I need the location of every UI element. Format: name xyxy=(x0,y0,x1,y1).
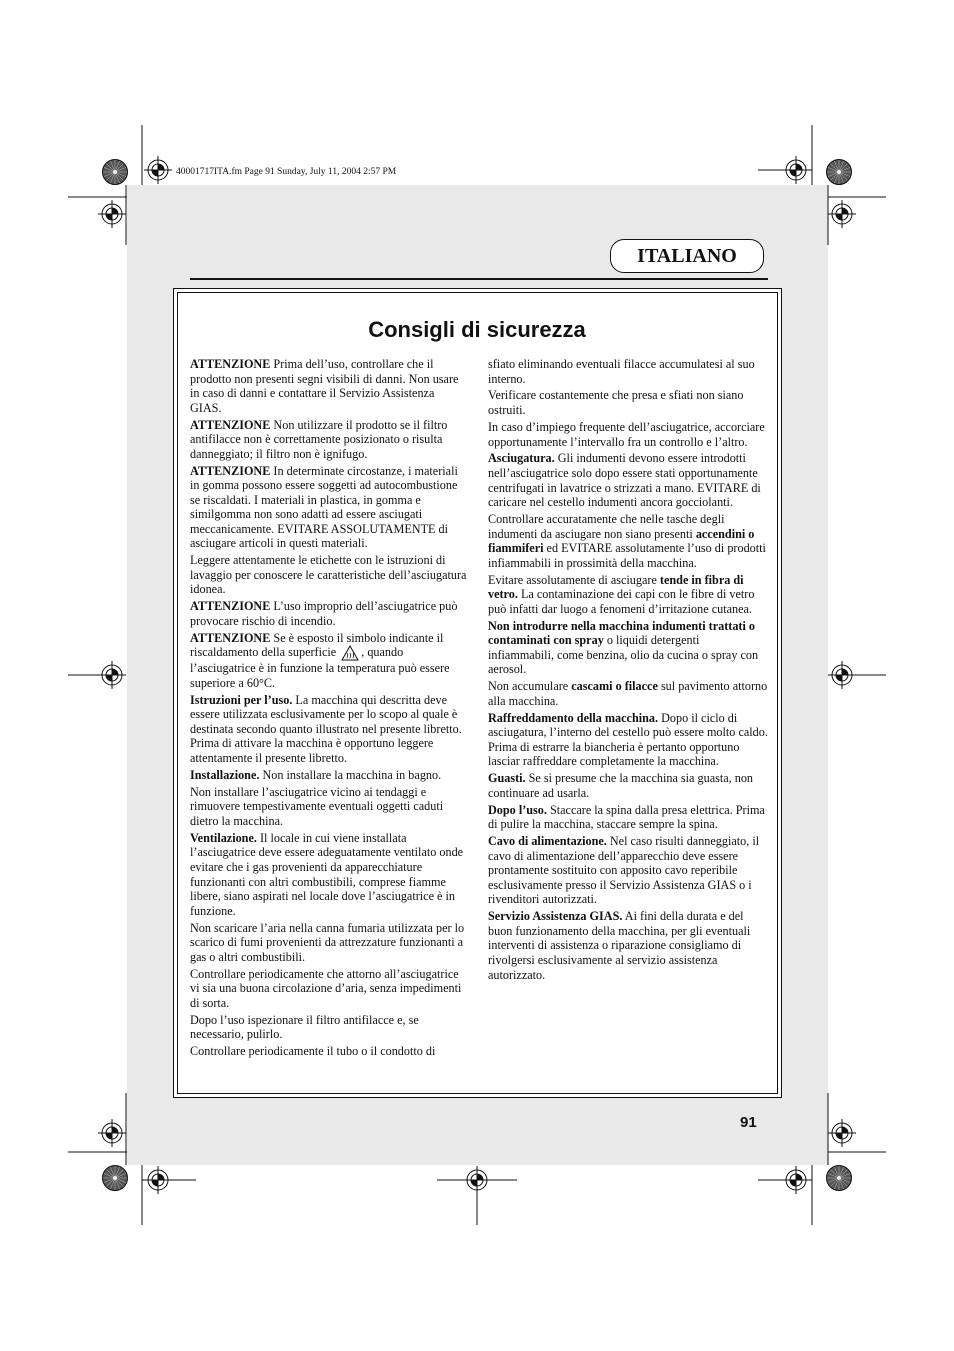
paragraph xyxy=(488,451,768,509)
paragraph-text: Non installare l’asciugatrice vicino ai tendaggi e rimuovere tempestivamente eventuali oggetti caduti dietro la macchina. xyxy=(190,784,444,828)
paragraph-text: Il locale in cui viene installata l’asciugatrice deve essere adeguatamente ventilato onde evitare che i gas provenienti da apparecchiature funzionanti con altri combustibili, comprese fiamme libere, siano aspirati nel locale dove l’asciugatrice è in funzione. xyxy=(190,830,464,918)
paragraph-heading: ATTENZIONE xyxy=(190,599,271,614)
paragraph-heading: Raffreddamento della macchina. xyxy=(488,710,659,725)
paragraph xyxy=(488,573,768,617)
paragraph xyxy=(488,711,768,769)
paragraph xyxy=(190,693,468,766)
paragraph xyxy=(488,357,768,386)
paragraph-text: , quando l’asciugatrice è in funzione la temperatura può essere superiore a 60°C. xyxy=(190,645,450,690)
paragraph-text: sul pavimento attorno alla macchina. xyxy=(488,679,768,708)
paragraph-text: Dopo l’uso ispezionare il filtro antifilacce e, se necessario, pulirlo. xyxy=(190,1012,419,1042)
paragraph-heading: Guasti. xyxy=(488,771,526,786)
paragraph-text: La macchina qui descritta deve essere utilizzata esclusivamente per lo scopo al quale è destinata secondo quanto illustrato nel presente libretto. Prima di attivare la macchina è opportuno leggere attentamente il presente libretto. xyxy=(190,692,462,766)
paragraph xyxy=(488,388,768,417)
paragraph xyxy=(190,921,468,965)
paragraph xyxy=(190,967,468,1011)
paragraph xyxy=(488,420,768,449)
registration-mark-icon xyxy=(98,200,126,228)
color-wheel-icon xyxy=(827,1166,852,1191)
registration-mark-icon xyxy=(144,1166,172,1194)
hot-surface-warning-icon xyxy=(341,645,359,661)
registration-mark-icon xyxy=(98,1119,126,1147)
paragraph-heading: accendini o fiammiferi xyxy=(488,526,755,556)
paragraph xyxy=(488,909,768,982)
paragraph-heading: Istruzioni per l’uso. xyxy=(190,692,293,707)
paragraph-heading: Ventilazione. xyxy=(190,830,257,845)
file-info-header: 40001717ITA.fm Page 91 Sunday, July 11, 2004 2:57 PM xyxy=(176,167,397,177)
header-rule xyxy=(190,278,768,280)
paragraph-text: In determinate circostanze, i materiali in gomma possono essere soggetti ad autocombustione se riscaldati. I materiali in plastica, in gomma e similgomma non sono adatti ad essere asciugati meccanicamente. EVITARE ASSOLUTAMENTE di asciugare articoli in questi materiali. xyxy=(190,463,458,551)
paragraph-text: L’uso improprio dell’asciugatrice può provocare rischio di incendio. xyxy=(190,599,458,628)
paragraph-text: Verificare costantemente che presa e sfiati non siano ostruiti. xyxy=(488,388,744,418)
paragraph xyxy=(488,679,768,708)
paragraph-text: o liquidi detergenti infiammabili, come benzina, olio da cucina o spray con aerosol. xyxy=(488,633,759,677)
paragraph-heading: ATTENZIONE xyxy=(190,463,271,478)
page-title: Consigli di sicurezza xyxy=(368,317,586,342)
paragraph-text: Se si presume che la macchina sia guasta, non continuare ad usarla. xyxy=(488,771,754,800)
paragraph xyxy=(190,831,468,918)
paragraph-heading: Servizio Assistenza GIAS. xyxy=(488,909,623,924)
paragraph-heading: ATTENZIONE xyxy=(190,630,271,645)
language-tab: ITALIANO xyxy=(610,239,764,273)
registration-mark-icon xyxy=(782,156,810,184)
paragraph xyxy=(190,1044,468,1059)
registration-mark-icon xyxy=(828,200,856,228)
paragraph-heading: ATTENZIONE xyxy=(190,357,271,371)
paragraph xyxy=(488,619,768,677)
paragraph-text: Leggere attentamente le etichette con le istruzioni di lavaggio per conoscere le caratteristiche dell’asciugatura idonea. xyxy=(190,553,467,597)
paragraph-heading: Non introdurre nella macchina indumenti trattati o contaminati con spray xyxy=(488,618,755,648)
paragraph xyxy=(190,1013,468,1042)
registration-mark-icon xyxy=(463,1166,491,1194)
paragraph xyxy=(190,768,468,783)
paragraph xyxy=(190,418,468,462)
paragraph xyxy=(488,771,768,800)
paragraph-text: Prima dell’uso, controllare che il prodotto non presenti segni visibili di danni. Non usare in caso di danni e contattare il Servizio Assistenza GIAS. xyxy=(190,357,459,415)
registration-mark-icon xyxy=(828,1119,856,1147)
page-number: 91 xyxy=(740,1114,757,1131)
paragraph-text: Se è esposto il simbolo indicante il riscaldamento della superficie xyxy=(190,630,444,660)
paragraph xyxy=(190,357,468,415)
paragraph-text: Ai fini della durata e del buon funzionamento della macchina, per gli eventuali interventi di assistenza o riparazione consigliamo di rivolgersi esclusivamente al servizio assistenza autorizzato. xyxy=(488,909,751,982)
paragraph-text: Non utilizzare il prodotto se il filtro antifilacce non è correttamente posizionato o risulta danneggiato; il filtro non è ignifugo. xyxy=(190,417,448,461)
paragraph xyxy=(190,553,468,597)
paragraph xyxy=(488,512,768,570)
paragraph xyxy=(190,631,468,691)
paragraph xyxy=(190,464,468,551)
paragraph-text: La contaminazione dei capi con le fibre di vetro può infatti dar luogo a fenomeni d’irritazione cutanea. xyxy=(488,587,755,616)
paragraph-heading: Cavo di alimentazione. xyxy=(488,834,607,849)
registration-mark-icon xyxy=(828,661,856,689)
paragraph-text: Non accumulare xyxy=(488,679,572,694)
paragraph-text: Dopo il ciclo di asciugatura, l’interno del cestello può essere molto caldo. Prima di estrarre la biancheria è pertanto opportuno lasciar raffreddare completamente la macchina. xyxy=(488,710,768,769)
paragraph xyxy=(488,803,768,832)
registration-mark-icon xyxy=(782,1166,810,1194)
paragraph xyxy=(190,785,468,829)
paragraph-text: Controllare periodicamente che attorno all’asciugatrice vi sia una buona circolazione d’aria, senza impedimenti di sorta. xyxy=(190,966,462,1010)
paragraph-heading: Asciugatura. xyxy=(488,451,555,466)
color-wheel-icon xyxy=(103,160,128,185)
paragraph-text: Gli indumenti devono essere introdotti nell’asciugatrice solo dopo essere stati opportunamente centrifugati in lavatrice o strizzati a mano. EVITARE di caricare nel cestello indumenti ancora gocciolanti. xyxy=(488,451,761,510)
paragraph-text: Staccare la spina dalla presa elettrica. Prima di pulire la macchina, staccare sempre la spina. xyxy=(488,802,765,832)
paragraph-text: Non scaricare l’aria nella canna fumaria utilizzata per lo scarico di fumi provenienti da attrezzature funzionanti a gas o altri combustibili. xyxy=(190,920,465,964)
left-column xyxy=(190,357,468,1061)
paragraph-text: Evitare assolutamente di asciugare xyxy=(488,572,660,587)
paragraph-heading: Dopo l’uso. xyxy=(488,802,547,817)
paragraph-text: Nel caso risulti danneggiato, il cavo di alimentazione dell’apparecchio deve essere prontamente sostituito con apposito cavo reperibile esclusivamente presso il Servizio Assistenza GIAS o i rivenditori autorizzati. xyxy=(488,834,760,907)
paragraph-text: In caso d’impiego frequente dell’asciugatrice, accorciare opportunamente l’intervallo fra un controllo e l’altro. xyxy=(488,419,765,449)
paragraph-heading: cascami o filacce xyxy=(571,679,658,694)
paragraph-heading: ATTENZIONE xyxy=(190,417,271,432)
registration-mark-icon xyxy=(144,156,172,184)
paragraph-text: Non installare la macchina in bagno. xyxy=(259,767,442,782)
color-wheel-icon xyxy=(827,160,852,185)
registration-mark-icon xyxy=(98,661,126,689)
paragraph-text: Controllare periodicamente il tubo o il condotto di xyxy=(190,1044,436,1059)
paragraph-text: sfiato eliminando eventuali filacce accumulatesi al suo interno. xyxy=(488,357,755,386)
paragraph-text: Controllare accuratamente che nelle tasche degli indumenti da asciugare non siano presenti xyxy=(488,512,725,541)
paragraph-text: ed EVITARE assolutamente l’uso di prodotti infiammabili in prossimità della macchina. xyxy=(488,541,766,570)
paragraph xyxy=(190,599,468,628)
paragraph xyxy=(488,834,768,907)
right-column xyxy=(488,357,768,985)
color-wheel-icon xyxy=(103,1166,128,1191)
paragraph-heading: tende in fibra di vetro. xyxy=(488,572,744,602)
paragraph-heading: Installazione. xyxy=(190,767,260,782)
